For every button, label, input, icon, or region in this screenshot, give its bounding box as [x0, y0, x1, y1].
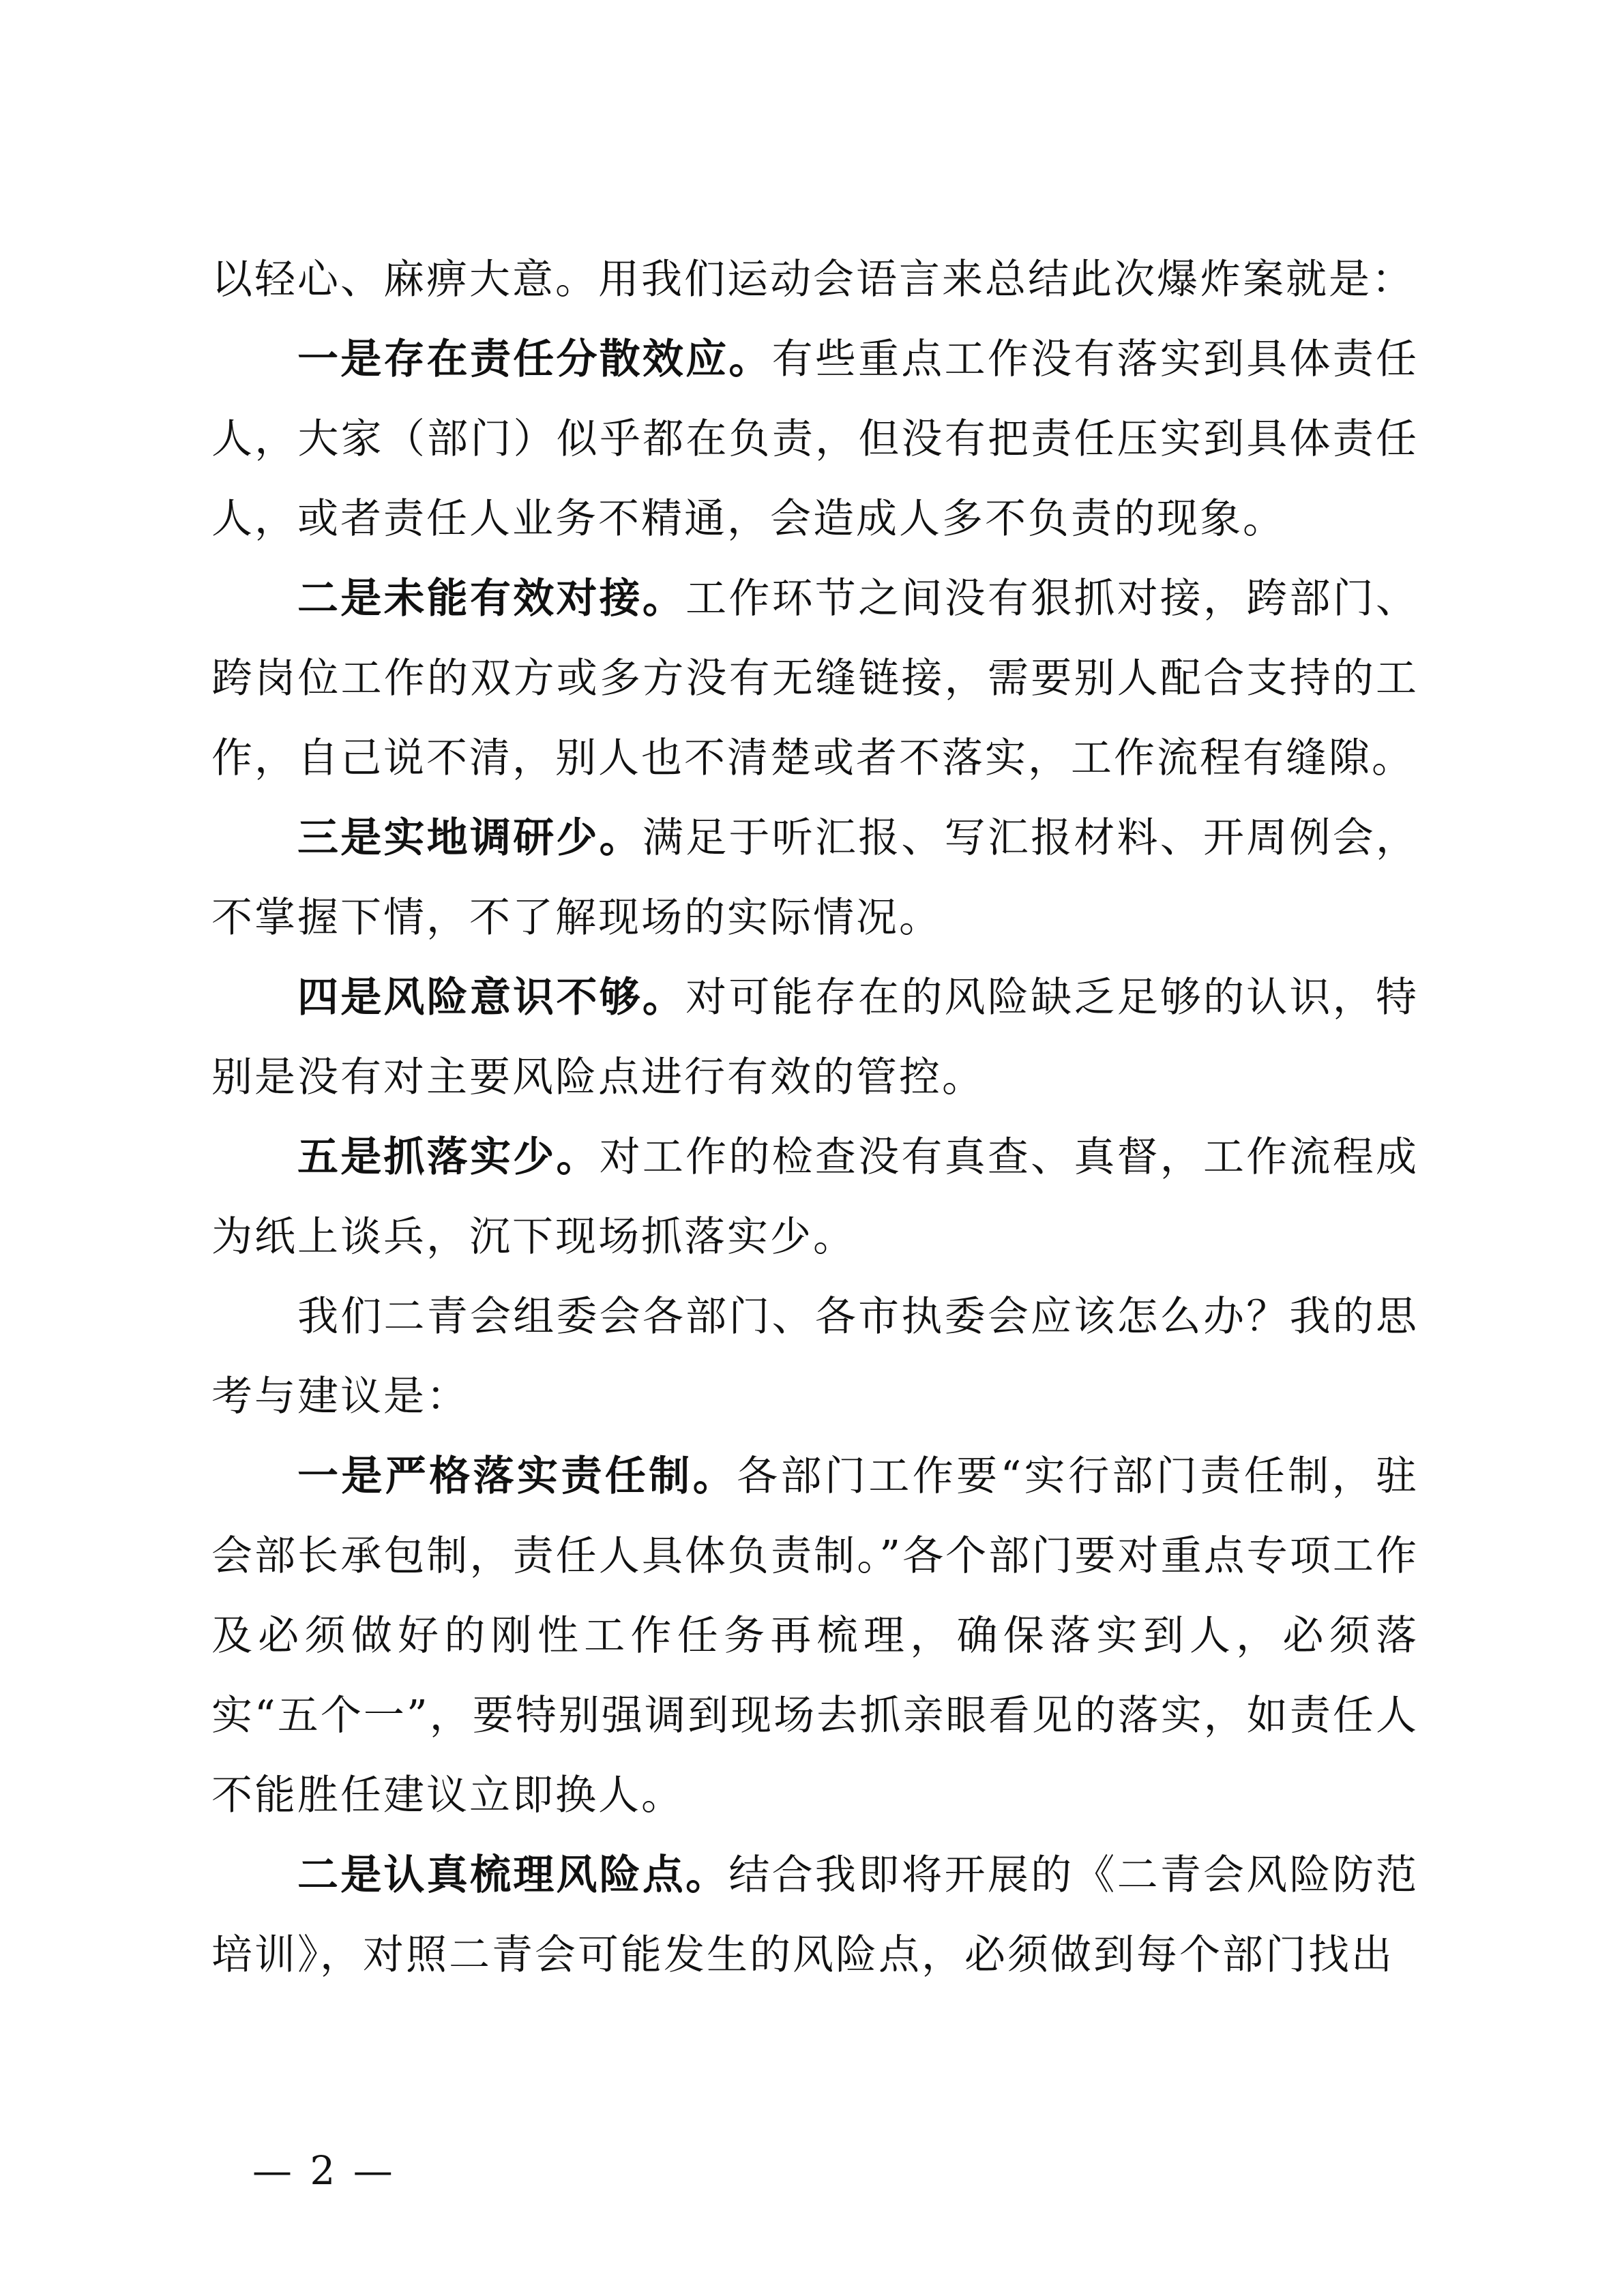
paragraph-text: 以轻心、麻痹大意。用我们运动会语言来总结此次爆炸案就是：: [211, 256, 1415, 303]
paragraph-lead: 四是风险意识不够。: [297, 974, 686, 1022]
paragraph-lead: 二是未能有效对接。: [297, 575, 686, 623]
paragraph-lead: 一是严格落实责任制。: [297, 1452, 737, 1500]
paragraph-text: 对工作的检查没有真查、真督，工作流程成为纸上谈兵，沉下现场抓落实少。: [211, 1133, 1419, 1261]
paragraph-text: 对可能存在的风险缺乏足够的认识，特别是没有对主要风险点进行有效的管控。: [211, 974, 1419, 1101]
document-body: [211, 240, 1419, 1995]
paragraph-text: 结合我即将开展的《二青会风险防范培训》，对照二青会可能发生的风险点，必须做到每个部门找出: [211, 1851, 1419, 1979]
paragraph-3: [211, 559, 1419, 799]
paragraph-text: 各部门工作要“实行部门责任制，驻会部长承包制，责任人具体负责制。”各个部门要对重点专项工作及必须做好的刚性工作任务再梳理，确保落实到人，必须落实“五个一”，要特别强调到现场去抓亲眼看见的落实，如责任人不能胜任建议立即换人。: [211, 1452, 1419, 1819]
paragraph-5: [211, 958, 1419, 1118]
paragraph-text: 满足于听汇报、写汇报材料、开周例会，不掌握下情，不了解现场的实际情况。: [211, 814, 1419, 942]
paragraph-text: 有些重点工作没有落实到具体责任人，大家（部门）似乎都在负责，但没有把责任压实到具体责任人，或者责任人业务不精通，会造成人多不负责的现象。: [211, 336, 1419, 543]
paragraph-lead: 三是实地调研少。: [297, 814, 643, 862]
paragraph-4: [211, 799, 1419, 958]
paragraph-9: [211, 1836, 1419, 1995]
paragraph-lead: 五是抓落实少。: [297, 1133, 600, 1181]
paragraph-1: [211, 240, 1419, 320]
page-number: — 2 —: [252, 2147, 396, 2194]
paragraph-2: [211, 320, 1419, 559]
paragraph-text: 工作环节之间没有狠抓对接，跨部门、跨岗位工作的双方或多方没有无缝链接，需要别人配合支持的工作，自己说不清，别人也不清楚或者不落实，工作流程有缝隙。: [211, 575, 1419, 782]
paragraph-lead: 一是存在责任分散效应。: [297, 336, 772, 383]
paragraph-text: 我们二青会组委会各部门、各市执委会应该怎么办？我的思考与建议是：: [211, 1293, 1419, 1420]
paragraph-7: [211, 1277, 1419, 1437]
paragraph-8: [211, 1437, 1419, 1836]
paragraph-lead: 二是认真梳理风险点。: [297, 1851, 729, 1899]
paragraph-6: [211, 1118, 1419, 1277]
